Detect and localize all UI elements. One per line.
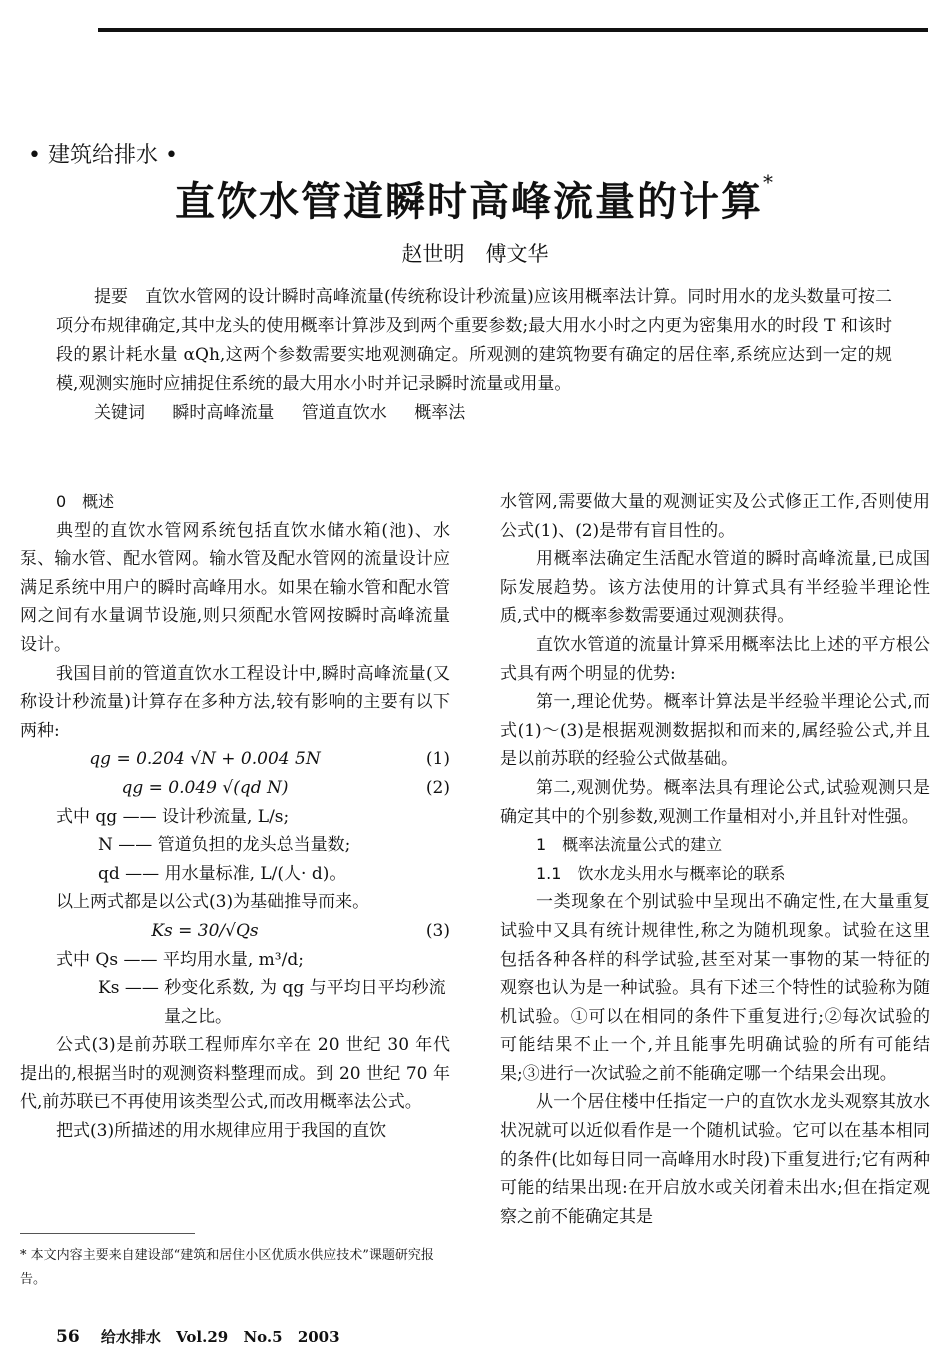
paragraph: 从一个居住楼中任指定一户的直饮水龙头观察其放水状况就可以近似看作是一个随机试验。它可以在基本相同的条件(比如每日同一高峰用水时段)下重复进行;它有两种可能的结果出现:在开启放水或关闭着未出水;但在指定观察之前不能确定其是 (500, 1092, 930, 1227)
equation-2-number: (2) (425, 777, 450, 798)
keywords-label: 关键词 (94, 403, 145, 423)
abstract (56, 283, 892, 428)
paragraph: 以上两式都是以公式(3)为基础推导而来。 (56, 892, 370, 913)
title-text: 直饮水管道瞬时高峰流量的计算 (175, 178, 763, 225)
right-column (500, 488, 930, 1231)
left-column (20, 488, 450, 1146)
equation-3-number: (3) (425, 920, 450, 941)
abstract-text: 提要 直饮水管网的设计瞬时高峰流量(传统称设计秒流量)应该用概率法计算。同时用水的龙头数量可按二项分布规律确定,其中龙头的使用概率计算涉及到两个重要参数;最大用水小时之内更为密集用水的时段 T 和该时段的累计耗水量 αQh,这两个参数需要实地观测确定。所观测的建筑物要有确定的居住率,系统应达到一定的规模,观测实施时应捕捉住系统的最大用水小时并记录瞬时流量或用量。 (56, 287, 892, 394)
paragraph: 第一,理论优势。概率计算法是半经验半理论公式,而式(1)～(3)是根据观测数据拟和而来的,属经验公式,并且是以前苏联的经验公式做基础。 (500, 692, 930, 770)
definition: Ks —— 秒变化系数, 为 qg 与平均日平均秒流 (98, 978, 446, 999)
title-footnote-mark: * (763, 170, 775, 194)
section-1-1-heading: 1.1 饮水龙头用水与概率论的联系 (536, 863, 786, 883)
equation-1-number: (1) (425, 749, 450, 770)
definition: 量之比。 (164, 1006, 232, 1027)
section-tag: • 建筑给排水 • (28, 143, 178, 168)
equation-3 (20, 917, 450, 946)
paragraph: 直饮水管道的流量计算采用概率法比上述的平方根公式具有两个明显的优势: (500, 634, 930, 684)
paragraph: 水管网,需要做大量的观测证实及公式修正工作,否则使用公式(1)、(2)是带有盲目性的。 (500, 492, 930, 541)
keyword-3: 概率法 (414, 403, 466, 423)
equation-2-formula: qg = 0.049 √(qd N) (121, 777, 289, 798)
definition: 式中 qg —— 设计秒流量, L/s; (56, 806, 290, 827)
paragraph: 把式(3)所描述的用水规律应用于我国的直饮 (56, 1121, 387, 1142)
volume: Vol.29 (176, 1328, 229, 1346)
section-0-heading: 0 概述 (56, 492, 115, 511)
paragraph: 典型的直饮水管网系统包括直饮水储水箱(池)、水泵、输水管、配水管网。输水管及配水管网的流量设计应满足系统中用户的瞬时高峰用水。如果在输水管和配水管网之间有水量调节设施,则只须配水管网按瞬时高峰流量设计。 (20, 520, 450, 655)
year: 2003 (297, 1328, 340, 1346)
equation-2 (20, 774, 450, 803)
article-title (0, 170, 950, 227)
equation-1-formula: qg = 0.204 √N + 0.004 5N (89, 749, 321, 770)
top-rule (98, 28, 928, 32)
journal-name: 给水排水 (100, 1328, 161, 1346)
section-1-heading: 1 概率法流量公式的建立 (536, 835, 723, 855)
definition: N —— 管道负担的龙头总当量数; (98, 835, 351, 856)
paragraph: 我国目前的管道直饮水工程设计中,瞬时高峰流量(又称设计秒流量)计算存在多种方法,较有影响的主要有以下两种: (20, 663, 450, 741)
footnote: * 本文内容主要来自建设部“建筑和居住小区优质水供应技术”课题研究报告。 (20, 1248, 434, 1287)
authors: 赵世明 傅文华 (401, 242, 549, 266)
paragraph: 用概率法确定生活配水管道的瞬时高峰流量,已成国际发展趋势。该方法使用的计算式具有半经验半理论性质,式中的概率参数需要通过观测获得。 (500, 549, 930, 627)
paragraph: 公式(3)是前苏联工程师库尔辛在 20 世纪 30 年代提出的,根据当时的观测资料整理而成。到 20 世纪 70 年代,前苏联已不再使用该类型公式,而改用概率法公式。 (20, 1035, 450, 1113)
keyword-1: 瞬时高峰流量 (172, 403, 275, 423)
keyword-2: 管道直饮水 (301, 403, 387, 423)
equation-3-formula: Ks = 30/√Qs (151, 920, 259, 941)
paragraph: 一类现象在个别试验中呈现出不确定性,在大量重复试验中又具有统计规律性,称之为随机现象。试验在这里包括各种各样的科学试验,甚至对某一事物的某一特征的观察也认为是一种试验。具有下述三个特性的试验称为随机试验。①可以在相同的条件下重复进行;②每次试验的可能结果不止一个,并且能事先明确试验的所有可能结果;③进行一次试验之前不能确定哪一个结果会出现。 (500, 892, 930, 1084)
page-footer (56, 1326, 350, 1347)
footnote-rule (20, 1233, 195, 1234)
definition: 式中 Qs —— 平均用水量, m³/d; (56, 949, 304, 970)
definition: qd —— 用水量标准, L/(人· d)。 (98, 863, 347, 884)
paragraph: 第二,观测优势。概率法具有理论公式,试验观测只是确定其中的个别参数,观测工作量相对小,并且针对性强。 (500, 777, 930, 827)
issue: No.5 (243, 1328, 283, 1346)
keywords-line (56, 399, 892, 428)
page-number: 56 (56, 1327, 80, 1347)
equation-1 (20, 745, 450, 774)
